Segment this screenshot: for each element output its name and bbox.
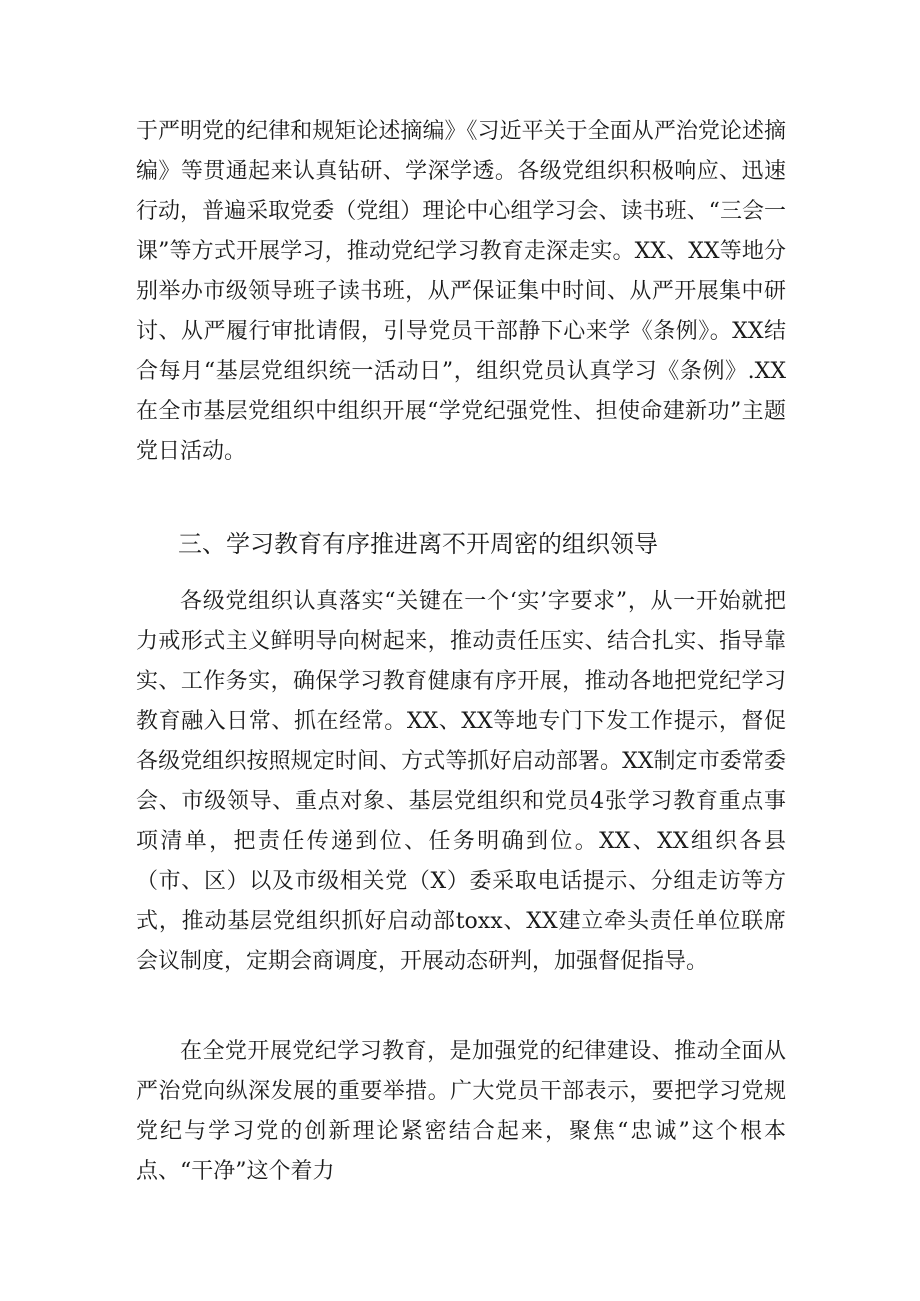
body-paragraph: 于严明党的纪律和规矩论述摘编》《习近平关于全面从严治党论述摘编》等贯通起来认真钻研、学深学透。各级党组织积极响应、迅速行动，普遍采取党委（党组）理论中心组学习会、读书班、“三会一课”等方式开展学习，推动党纪学习教育走深走实。XX、XX等地分别举办市级领导班子读书班，从严保证集中时间、从严开展集中研讨、从严履行审批请假，引导党员干部静下心来学《条例》。XX结合每月“基层党组织统一活动日”，组织党员认真学习《条例》.XX在全市基层党组织中组织开展“学党纪强党性、担使命建新功”主题党日活动。 [136,119,786,464]
body-paragraph: 各级党组织认真落实“关键在一个‘实’字要求”，从一开始就把力戒形式主义鲜明导向树起来，推动责任压实、结合扎实、指导靠实、工作务实，确保学习教育健康有序开展，推动各地把党纪学习教育融入日常、抓在经常。XX、XX等地专门下发工作提示，督促各级党组织按照规定时间、方式等抓好启动部署。XX制定市委常委会、市级领导、重点对象、基层党组织和党员4张学习教育重点事项清单，把责任传递到位、任务明确到位。XX、XX组织各县（市、区）以及市级相关党（X）委采取电话提示、分组走访等方式，推动基层党组织抓好启动部toxx、XX建立牵头责任单位联席会议制度，定期会商调度，开展动态研判，加强督促指导。 [136,589,786,974]
body-paragraph: 在全党开展党纪学习教育，是加强党的纪律建设、推动全面从严治党向纵深发展的重要举措。广大党员干部表示，要把学习党规党纪与学习党的创新理论紧密结合起来，聚焦“忠诚”这个根本点、“干净”这个着力 [136,1039,786,1184]
section-heading: 三、学习教育有序推进离不开周密的组织领导 [178,530,658,558]
